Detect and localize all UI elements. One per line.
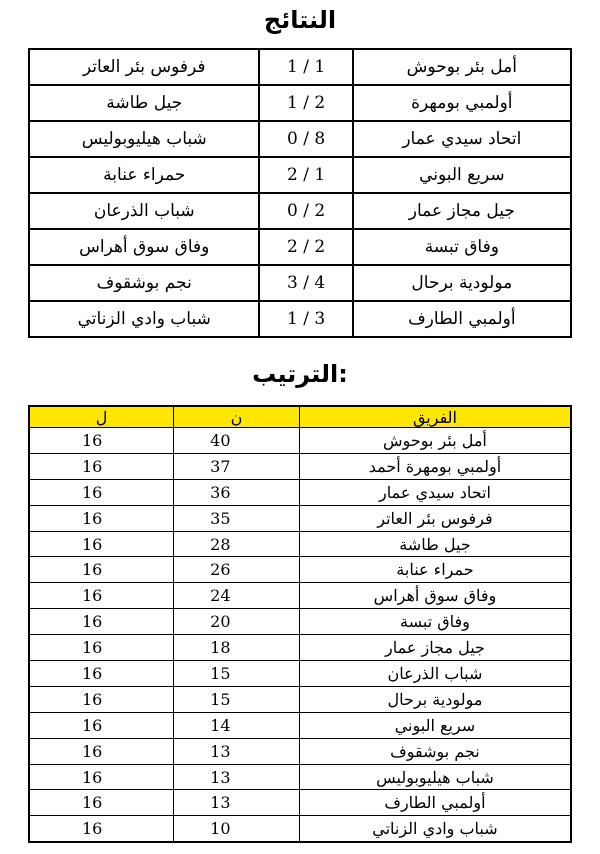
played: 16 [29,505,174,531]
table-row [29,609,571,635]
result-row [29,193,571,229]
score: 1 / 1 [259,49,352,85]
points: 35 [174,505,300,531]
table-row [29,557,571,583]
points: 26 [174,557,300,583]
played: 16 [29,790,174,816]
table-row [29,790,571,816]
home-team: جيل مجاز عمار [353,193,571,229]
table-row [29,531,571,557]
result-row [29,49,571,85]
team-column-header: الفريق [299,406,571,428]
played: 16 [29,583,174,609]
away-team: نجم بوشقوف [29,265,259,301]
played-column-header: ل [29,406,174,428]
score: 0 / 2 [259,193,352,229]
points: 36 [174,479,300,505]
score: 1 / 2 [259,85,352,121]
home-team: أمل بئر بوحوش [353,49,571,85]
table-row [29,479,571,505]
team-name: شباب هيليوبوليس [299,764,571,790]
away-team: فرفوس بئر العاتر [29,49,259,85]
played: 16 [29,479,174,505]
score: 2 / 2 [259,229,352,265]
played: 16 [29,686,174,712]
away-team: شباب هيليوبوليس [29,121,259,157]
points: 10 [174,816,300,842]
points-column-header: ن [174,406,300,428]
standings-header [29,406,571,428]
score: 2 / 1 [259,157,352,193]
played: 16 [29,635,174,661]
score: 3 / 4 [259,265,352,301]
home-team: وفاق تبسة [353,229,571,265]
team-name: شباب وادي الزناتي [299,816,571,842]
played: 16 [29,428,174,454]
team-name: مولودية برحال [299,686,571,712]
points: 13 [174,764,300,790]
played: 16 [29,764,174,790]
standings-table [28,405,572,843]
points: 40 [174,428,300,454]
table-row [29,583,571,609]
team-name: اتحاد سيدي عمار [299,479,571,505]
played: 16 [29,661,174,687]
table-row [29,505,571,531]
table-row [29,816,571,842]
played: 16 [29,738,174,764]
points: 13 [174,790,300,816]
table-row [29,738,571,764]
team-name: جيل مجاز عمار [299,635,571,661]
team-name: شباب الذرعان [299,661,571,687]
played: 16 [29,453,174,479]
team-name: نجم بوشقوف [299,738,571,764]
home-team: أولمبي بومهرة [353,85,571,121]
team-name: أولمبي الطارف [299,790,571,816]
table-row [29,428,571,454]
played: 16 [29,712,174,738]
result-row [29,121,571,157]
standings-body [29,428,571,843]
team-name: وفاق تبسة [299,609,571,635]
score: 1 / 3 [259,301,352,337]
result-row [29,229,571,265]
team-name: أمل بئر بوحوش [299,428,571,454]
points: 28 [174,531,300,557]
away-team: وفاق سوق أهراس [29,229,259,265]
table-row [29,764,571,790]
table-row [29,661,571,687]
home-team: سريع البوني [353,157,571,193]
results-table [28,48,572,338]
home-team: مولودية برحال [353,265,571,301]
points: 13 [174,738,300,764]
home-team: أولمبي الطارف [353,301,571,337]
points: 24 [174,583,300,609]
points: 15 [174,661,300,687]
played: 16 [29,609,174,635]
result-row [29,301,571,337]
standings-title: الترتيب: [252,360,348,388]
team-name: فرفوس بئر العاتر [299,505,571,531]
table-row [29,712,571,738]
result-row [29,85,571,121]
team-name: حمراء عنابة [299,557,571,583]
result-row [29,265,571,301]
home-team: اتحاد سيدي عمار [353,121,571,157]
away-team: شباب الذرعان [29,193,259,229]
table-row [29,453,571,479]
away-team: حمراء عنابة [29,157,259,193]
standings-header-row [29,406,571,428]
team-name: جيل طاشة [299,531,571,557]
score: 0 / 8 [259,121,352,157]
results-body [29,49,571,337]
points: 14 [174,712,300,738]
played: 16 [29,816,174,842]
results-title: النتائج [263,6,337,34]
result-row [29,157,571,193]
team-name: وفاق سوق أهراس [299,583,571,609]
played: 16 [29,531,174,557]
team-name: سريع البوني [299,712,571,738]
points: 20 [174,609,300,635]
points: 15 [174,686,300,712]
table-row [29,635,571,661]
points: 37 [174,453,300,479]
points: 18 [174,635,300,661]
away-team: شباب وادي الزناتي [29,301,259,337]
played: 16 [29,557,174,583]
table-row [29,686,571,712]
team-name: أولمبي بومهرة أحمد [299,453,571,479]
away-team: جيل طاشة [29,85,259,121]
